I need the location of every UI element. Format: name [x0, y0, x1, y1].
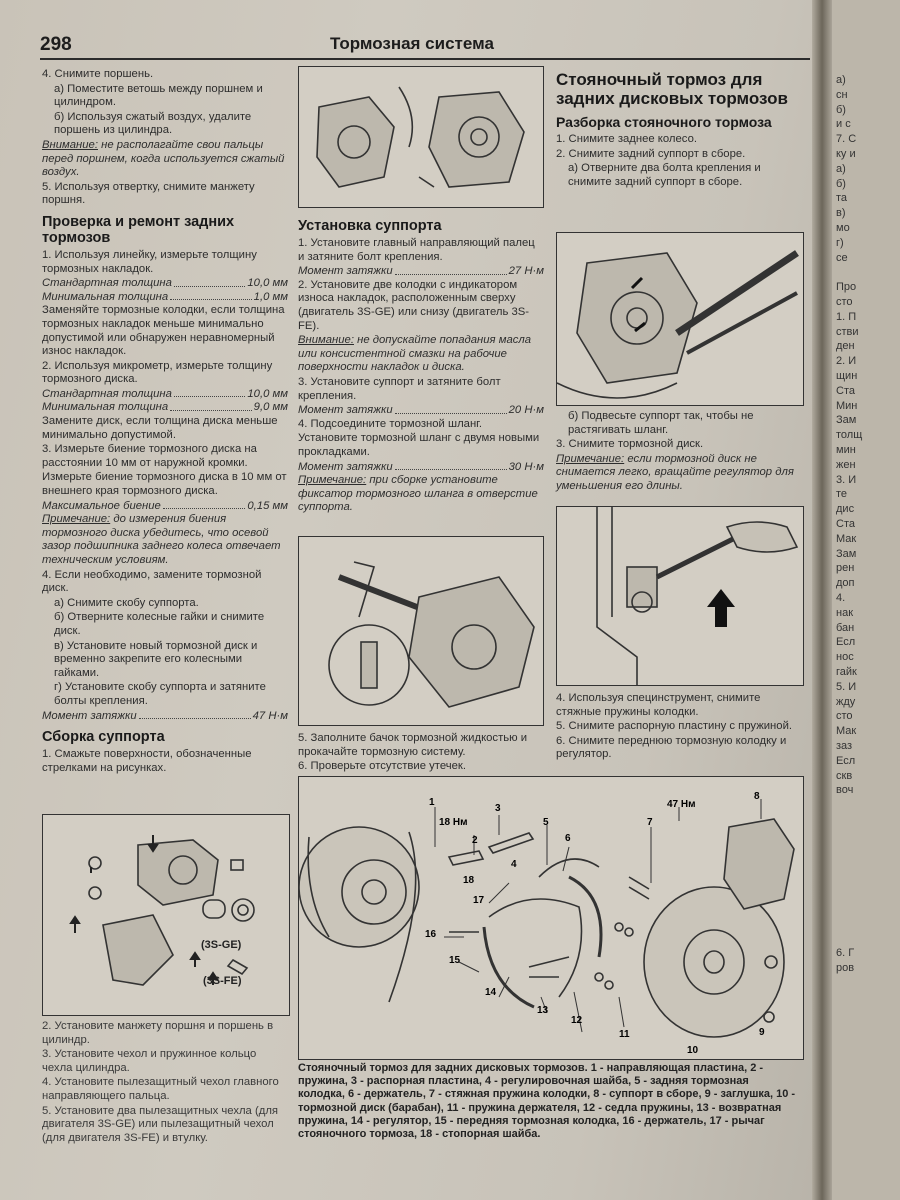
text-line: 2. Установите манжету поршня и поршень в цилиндр.	[42, 1020, 274, 1046]
adjacent-page-line: рен	[836, 562, 855, 575]
note-text: при сборке установите фиксатор тормозного шланга в отверстие суппорта.	[298, 474, 538, 514]
part-label: 10	[687, 1045, 699, 1056]
text-line: 5. Установите два пылезащитных чехла (для двигателя 3S-GE) или пылезащитный чехол (для двигателя 3S-FE) и втулку.	[42, 1104, 279, 1144]
text-line: 4. Установите пылезащитный чехол главного направляющего пальца.	[42, 1076, 279, 1102]
warning-text: не допускайте попадания масла или консистентной смазки на рабочие поверхности накладок и диска.	[298, 334, 532, 374]
spec-value: 10,0 мм	[247, 387, 288, 400]
page-title: Тормозная система	[330, 34, 494, 53]
adjacent-page-line: 2. И	[836, 355, 857, 368]
warning-note	[298, 334, 544, 375]
text-line: 4. Если необходимо, замените тормозной диск.	[42, 568, 262, 595]
warning-label: Внимание:	[42, 138, 98, 151]
text-line: 6. Снимите переднюю тормозную колодку и регулятор.	[556, 734, 787, 761]
adjacent-page-line: и с	[836, 118, 851, 131]
spec-row	[42, 710, 288, 724]
text-line: б) Отверните колесные гайки и снимите диск.	[54, 611, 265, 637]
spec-value: 0,15 мм	[247, 499, 288, 512]
chapter-heading: Стояночный тормоз для задних дисковых тормозов	[556, 70, 788, 108]
note-label: Примечание:	[298, 474, 367, 487]
text-line: 1. Установите главный направляющий палец и затяните болт крепления.	[298, 237, 535, 263]
engine-label: (3S-FE)	[203, 975, 242, 987]
adjacent-page-line: нос	[836, 651, 854, 664]
part-label: 47 Нм	[667, 799, 696, 810]
spec-value: 1,0 мм	[253, 290, 288, 303]
adjacent-page-line: 7. С	[836, 133, 857, 146]
warning-label: Внимание:	[298, 334, 354, 347]
hose-clip-figure	[298, 536, 544, 726]
adjacent-page-line: ден	[836, 340, 855, 353]
column-1-bottom	[42, 1020, 288, 1146]
adjacent-page-line: Ста	[836, 384, 855, 397]
spec-row	[42, 401, 288, 415]
part-label: 14	[485, 987, 497, 998]
text-line: б) Подвесьте суппорт так, чтобы не растягивать шланг.	[568, 410, 754, 436]
adjacent-page-line: Зам	[836, 547, 857, 560]
adjacent-page-line: Мак	[836, 532, 857, 545]
adjacent-page-line: сто	[836, 710, 853, 723]
spec-label: Момент затяжки	[298, 460, 393, 473]
spec-row	[298, 461, 544, 475]
column-3-middle	[556, 410, 802, 495]
note-text: до измерения биения тормозного диска убедитесь, что осевой зазор подшипника заднего колеса отвечает техническим условиям.	[42, 513, 281, 566]
caliper-photo-figure	[298, 66, 544, 208]
text-line: в) Установите новый тормозной диск и временно закрепите его колесными гайками.	[54, 639, 258, 679]
spring-tool-figure	[556, 506, 804, 686]
text-line: Заменяйте тормозные колодки, если толщина тормозных накладок меньше минимально допустимой или обнаружен неравномерный износ накладок.	[42, 304, 285, 358]
adjacent-page-line: се	[836, 251, 848, 264]
page-number: 298	[40, 34, 72, 55]
text-line: 4. Снимите поршень.	[42, 68, 154, 80]
part-label: 1	[429, 797, 435, 808]
adjacent-page-line: 1. П	[836, 310, 857, 323]
part-label: 6	[565, 833, 571, 844]
part-label: 8	[754, 791, 760, 802]
adjacent-page-line: а)	[836, 74, 846, 86]
section-heading: Разборка стояночного тормоза	[556, 114, 772, 130]
text-line: 3. Установите суппорт и затяните болт крепления.	[298, 375, 501, 402]
adjacent-page-line: стви	[836, 325, 859, 338]
text-line: 2. Установите две колодки с индикатором износа накладок, расположенным сверху (двигатель 3S-GE) или снизу (двигатель 3S-FE).	[298, 278, 530, 332]
adjacent-page-line: Про	[836, 281, 857, 294]
text-line: 3. Снимите тормозной диск.	[556, 438, 704, 451]
adjacent-page-line: те	[836, 488, 848, 501]
adjacent-page-line: ку и	[836, 148, 856, 160]
figure-caption: Стояночный тормоз для задних дисковых тормозов. 1 - направляющая пластина, 2 - пружина, 3 - распорная пластина, 4 - регулировочная шайба, 5 - задняя тормозная колодка, 6 - держатель, 7 - стяжная пружина колодки, 8 - суппорт в сборе, 9 - заглушка, 10 - тормозной диск (барабан), 11 - пружина держателя, 12 - седла пружины, 13 - возвратная пружина, 14 - регулятор, 15 - передняя тормозная колодка, 16 - держатель, 17 - рычаг стояночного тормоза, 18 - стопорная шайба.	[298, 1062, 796, 1141]
page-header	[40, 34, 810, 60]
part-label: 18 Нм	[439, 817, 468, 828]
adjacent-page-line: бан	[836, 621, 855, 634]
text-line: Измерьте биение тормозного диска в 10 мм от внешнего края тормозного диска.	[42, 471, 287, 498]
adjacent-page-line: б)	[836, 177, 846, 190]
text-line: б) Используя сжатый воздух, удалите поршень из цилиндра.	[54, 110, 252, 137]
adjacent-page-line: сто	[836, 296, 853, 308]
part-label: 3	[495, 803, 501, 814]
text-line: а) Поместите ветошь между поршнем и цилиндром.	[54, 82, 263, 109]
text-line: Замените диск, если толщина диска меньше минимально допустимой.	[42, 415, 278, 441]
column-2-bottom	[298, 732, 544, 775]
section-heading: Сборка суппорта	[42, 729, 165, 746]
part-label: 12	[571, 1015, 583, 1026]
adjacent-page-line: б)	[836, 103, 846, 116]
part-label: 17	[473, 895, 485, 906]
spec-value: 10,0 мм	[247, 277, 288, 290]
adjacent-page-line: нак	[836, 606, 854, 619]
spec-value: 27 Н·м	[508, 265, 544, 278]
adjacent-page-line: гайк	[836, 666, 857, 678]
text-line: а) Снимите скобу суппорта.	[54, 596, 199, 609]
part-label: 18	[463, 875, 475, 886]
spec-row	[42, 500, 288, 514]
parking-brake-exploded-figure	[298, 776, 804, 1060]
adjacent-page-line: скв	[836, 769, 853, 782]
spec-label: Максимальное биение	[42, 499, 161, 512]
book-gutter	[812, 0, 832, 1200]
spec-value: 9,0 мм	[253, 401, 288, 414]
adjacent-page-line: Зам	[836, 414, 857, 427]
engine-label: (3S-GE)	[201, 939, 242, 951]
part-label: 13	[537, 1005, 549, 1016]
column-2	[298, 218, 544, 516]
adjacent-page-line: Есл	[836, 636, 856, 649]
part-label: 2	[472, 835, 478, 846]
section-heading: Проверка и ремонт задних тормозов	[42, 213, 235, 246]
column-3	[556, 70, 802, 190]
adjacent-page-line: та	[836, 192, 848, 205]
spec-row	[42, 388, 288, 402]
warning-note	[42, 139, 288, 180]
adjacent-page-line: в)	[836, 207, 846, 220]
adjacent-page-line: г)	[836, 236, 844, 249]
adjacent-page-line: доп	[836, 577, 855, 590]
note-label: Примечание:	[42, 513, 111, 526]
spec-row	[298, 404, 544, 418]
spec-label: Минимальная толщина	[42, 401, 169, 414]
adjacent-page-line: воч	[836, 784, 854, 797]
adjacent-page-edge	[832, 0, 900, 1200]
text-line: Установите тормозной шланг с двумя новыми прокладками.	[298, 432, 540, 458]
text-line: 5. Используя отвертку, снимите манжету поршня.	[42, 180, 255, 207]
adjacent-page-line: ров	[836, 962, 855, 974]
spec-label: Момент затяжки	[298, 404, 393, 417]
adjacent-page-line: Есл	[836, 754, 856, 767]
spec-label: Стандартная толщина	[42, 277, 172, 290]
adjacent-page-line: щин	[836, 370, 858, 382]
note	[298, 474, 544, 515]
text-line: 5. Заполните бачок тормозной жидкостью и прокачайте тормозную систему.	[298, 732, 528, 758]
column-1	[42, 68, 288, 776]
adjacent-page-line: дис	[836, 503, 855, 516]
text-line: 3. Установите чехол и пружинное кольцо чехла цилиндра.	[42, 1048, 257, 1074]
part-label: 9	[759, 1027, 765, 1038]
part-label: 11	[619, 1029, 630, 1040]
spec-label: Момент затяжки	[42, 709, 137, 722]
column-3-bottom	[556, 692, 802, 763]
text-line: 1. Используя линейку, измерьте толщину тормозных накладок.	[42, 248, 257, 275]
adjacent-page-line: Ста	[836, 518, 855, 530]
part-label: 4	[511, 859, 517, 870]
rear-caliper-figure	[556, 232, 804, 406]
text-line: 1. Смажьте поверхности, обозначенные стрелками на рисунках.	[42, 748, 252, 774]
text-line: 5. Снимите распорную пластину с пружиной.	[556, 720, 793, 733]
part-label: 5	[543, 817, 549, 828]
text-line: 4. Используя специнструмент, снимите стяжные пружины колодки.	[556, 692, 761, 718]
adjacent-page-line: 4.	[836, 592, 846, 604]
spec-row	[42, 277, 288, 291]
note-label: Примечание:	[556, 452, 625, 465]
text-line: 4. Подсоедините тормозной шланг.	[298, 417, 483, 430]
spec-label: Момент затяжки	[298, 265, 393, 278]
spec-row	[298, 265, 544, 279]
part-label: 15	[449, 955, 461, 966]
text-line: 6. Проверьте отсутствие утечек.	[298, 760, 466, 773]
adjacent-page-line: Мак	[836, 725, 857, 738]
note-text: если тормозной диск не снимается легко, вращайте регулятор для уменьшения его длины.	[556, 452, 794, 492]
text-line: г) Установите скобу суппорта и затяните болты крепления.	[54, 681, 266, 707]
text-line: а) Отверните два болта крепления и снимите задний суппорт в сборе.	[568, 162, 761, 188]
adjacent-page-line: жен	[836, 458, 856, 471]
adjacent-page-line: Мин	[836, 399, 858, 412]
text-line: 2. Используя микрометр, измерьте толщину тормозного диска.	[42, 359, 273, 386]
spec-value: 30 Н·м	[508, 460, 544, 473]
adjacent-page-line: а)	[836, 162, 846, 175]
caliper-parts-figure	[42, 814, 290, 1016]
adjacent-page-line: толщ	[836, 429, 863, 442]
note	[556, 453, 802, 494]
adjacent-page-line: 6. Г	[836, 947, 855, 960]
adjacent-page-line: 3. И	[836, 473, 857, 486]
adjacent-page-line: заз	[836, 740, 853, 752]
adjacent-page-line: 5. И	[836, 680, 857, 693]
text-line: 3. Измерьте биение тормозного диска на расстоянии 10 мм от наружной кромки.	[42, 443, 257, 469]
adjacent-page-line: мо	[836, 222, 850, 234]
spec-label: Минимальная толщина	[42, 290, 169, 303]
spec-value: 20 Н·м	[508, 404, 544, 417]
spec-value: 47 Н·м	[252, 709, 288, 722]
part-label: 7	[647, 817, 653, 828]
section-heading: Установка суппорта	[298, 218, 442, 234]
spec-label: Стандартная толщина	[42, 387, 172, 400]
adjacent-page-line: жду	[836, 695, 856, 708]
part-label: 16	[425, 929, 437, 940]
text-line: 1. Снимите заднее колесо.	[556, 133, 697, 145]
adjacent-page-line: мин	[836, 444, 856, 456]
note	[42, 513, 288, 567]
adjacent-page-line: сн	[836, 88, 848, 101]
text-line: 2. Снимите задний суппорт в сборе.	[556, 147, 746, 160]
warning-text: не располагайте свои пальцы перед поршнем, когда используется сжатый воздух.	[42, 138, 285, 179]
spec-row	[42, 291, 288, 305]
